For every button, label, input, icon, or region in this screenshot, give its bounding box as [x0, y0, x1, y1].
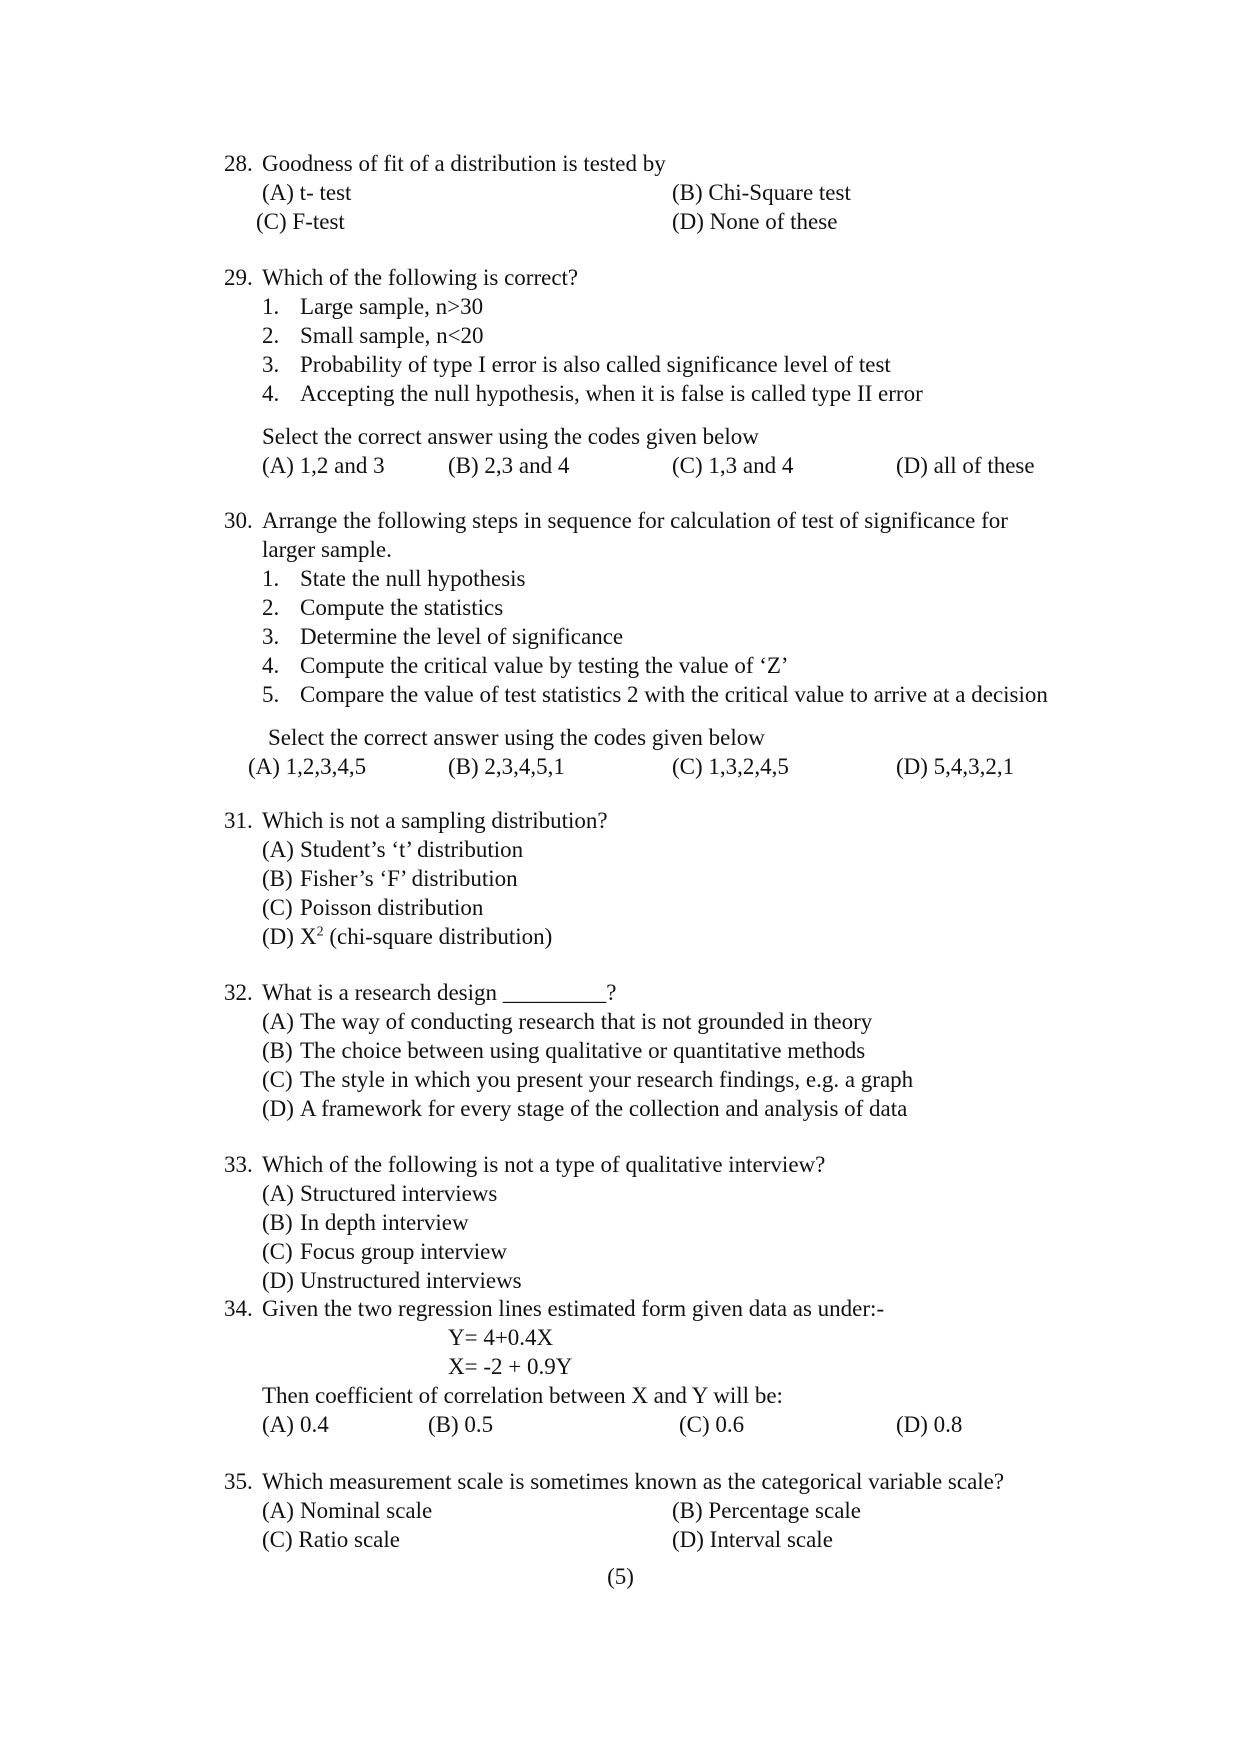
question-stem-continued: larger sample.: [262, 537, 392, 562]
option-a: (A) 1,2,3,4,5: [248, 754, 367, 779]
question-stem: Goodness of fit of a distribution is tested by: [262, 151, 666, 176]
option-label: (B): [262, 866, 293, 891]
instruction: Select the correct answer using the codes given below: [268, 725, 765, 750]
question-35: [224, 1467, 1124, 1554]
item-text: Large sample, n>30: [300, 294, 484, 319]
item-text: Accepting the null hypothesis, when it is false is called type II error: [300, 381, 923, 406]
question-stem: Given the two regression lines estimated form given data as under:-: [262, 1296, 885, 1321]
item-number: 4.: [262, 381, 280, 406]
list-item: [224, 680, 1124, 709]
list-item: [224, 379, 1124, 408]
option-b: (B) 0.5: [428, 1412, 494, 1437]
list-item: [224, 321, 1124, 350]
item-text: Small sample, n<20: [300, 323, 484, 348]
item-number: 5.: [262, 682, 280, 707]
option-b: (B) Percentage scale: [672, 1498, 862, 1523]
option-c: [224, 893, 1124, 922]
list-item: [224, 350, 1124, 379]
option-c: (C) 0.6: [679, 1412, 745, 1437]
question-stem: Arrange the following steps in sequence for calculation of test of significance for: [262, 508, 1008, 533]
item-text: Probability of type I error is also called significance level of test: [300, 352, 891, 377]
option-a: (A) 1,2 and 3: [262, 453, 385, 478]
option-d: (D) None of these: [672, 209, 838, 234]
question-30: [224, 506, 1124, 781]
question-28: [224, 149, 1124, 236]
option-d: (D) all of these: [896, 453, 1035, 478]
option-b: (B) 2,3,4,5,1: [448, 754, 565, 779]
option-a: [262, 1496, 432, 1525]
option-text: The way of conducting research that is not grounded in theory: [300, 1009, 873, 1034]
option-text: The choice between using qualitative or quantitative methods: [300, 1038, 866, 1063]
option-d: [224, 1094, 1124, 1123]
item-number: 1.: [262, 294, 280, 319]
option-d: (D) 5,4,3,2,1: [896, 754, 1015, 779]
option-b: (B) Chi-Square test: [672, 180, 851, 205]
option-d: [224, 922, 1124, 951]
item-text: Compare the value of test statistics 2 with the critical value to arrive at a decision: [300, 682, 1048, 707]
page-number: (5): [607, 1564, 634, 1589]
option-a: [224, 835, 1124, 864]
item-text: Compute the statistics: [300, 595, 504, 620]
list-item: [224, 651, 1124, 680]
list-item: [224, 564, 1124, 593]
option-text: Unstructured interviews: [300, 1268, 522, 1293]
option-b: (B) 2,3 and 4: [448, 453, 570, 478]
question-number: 35.: [224, 1469, 253, 1494]
list-item: [224, 292, 1124, 321]
item-number: 4.: [262, 653, 280, 678]
question-stem: Which of the following is correct?: [262, 265, 579, 290]
question-stem: Which is not a sampling distribution?: [262, 808, 608, 833]
item-number: 3.: [262, 624, 280, 649]
question-32: [224, 978, 1124, 1123]
option-text: Focus group interview: [300, 1239, 507, 1264]
option-d: (D) Interval scale: [672, 1527, 833, 1552]
option-c: [224, 1065, 1124, 1094]
instruction: Select the correct answer using the codes given below: [262, 424, 759, 449]
option-c: (C) 1,3,2,4,5: [672, 754, 789, 779]
option-label: (D): [262, 1268, 294, 1293]
question-number: 33.: [224, 1152, 253, 1177]
option-a: [224, 1007, 1124, 1036]
question-stem: What is a research design _________?: [262, 980, 617, 1005]
option-label: (C): [262, 1067, 293, 1092]
item-text: Compute the critical value by testing the value of ‘Z’: [300, 653, 789, 678]
option-b: [224, 864, 1124, 893]
option-c: [224, 1237, 1124, 1266]
option-text: Fisher’s ‘F’ distribution: [300, 866, 518, 891]
option-label: (A): [262, 1498, 294, 1523]
question-number: 30.: [224, 508, 253, 533]
option-label: (D): [262, 1096, 294, 1121]
question-31: [224, 806, 1124, 951]
option-a: (A) t- test: [262, 180, 352, 205]
question-33: [224, 1150, 1124, 1295]
option-c: (C) 1,3 and 4: [672, 453, 794, 478]
question-number: 28.: [224, 151, 253, 176]
item-text: State the null hypothesis: [300, 566, 526, 591]
option-label: (B): [262, 1038, 293, 1063]
option-text: (chi-square distribution): [323, 924, 553, 949]
option-c: (C) Ratio scale: [262, 1527, 400, 1552]
item-text: Determine the level of significance: [300, 624, 624, 649]
superscript: 2: [316, 924, 324, 940]
option-a-label: (A): [262, 1412, 294, 1437]
option-text: X: [300, 924, 317, 949]
item-number: 3.: [262, 352, 280, 377]
question-number: 34.: [224, 1296, 253, 1321]
question-34: [224, 1294, 1124, 1439]
question-stem: Which measurement scale is sometimes known as the categorical variable scale?: [262, 1469, 1005, 1494]
option-text: In depth interview: [300, 1210, 469, 1235]
option-text: The style in which you present your research findings, e.g. a graph: [300, 1067, 914, 1092]
question-number: 31.: [224, 808, 253, 833]
instruction: Then coefficient of correlation between X and Y will be:: [262, 1383, 783, 1408]
option-label: (A): [262, 1009, 294, 1034]
question-number: 29.: [224, 265, 253, 290]
question-29: [224, 263, 1124, 480]
equation-2: X= -2 + 0.9Y: [448, 1354, 573, 1379]
option-a-value: 0.4: [300, 1412, 329, 1437]
option-a: [224, 1179, 1124, 1208]
question-stem: Which of the following is not a type of qualitative interview?: [262, 1152, 826, 1177]
option-label: (A): [262, 1181, 294, 1206]
item-number: 1.: [262, 566, 280, 591]
option-c: (C) F-test: [256, 209, 345, 234]
option-text: A framework for every stage of the collection and analysis of data: [300, 1096, 908, 1121]
option-d: [224, 1266, 1124, 1295]
list-item: [224, 593, 1124, 622]
question-number: 32.: [224, 980, 253, 1005]
option-text: Poisson distribution: [300, 895, 484, 920]
option-b: [224, 1036, 1124, 1065]
list-item: [224, 622, 1124, 651]
option-label: (C): [262, 895, 293, 920]
option-label: (D): [262, 924, 294, 949]
option-label: (B): [262, 1210, 293, 1235]
option-b: [224, 1208, 1124, 1237]
item-number: 2.: [262, 323, 280, 348]
option-text: Student’s ‘t’ distribution: [300, 837, 524, 862]
option-text: Nominal scale: [300, 1498, 433, 1523]
item-number: 2.: [262, 595, 280, 620]
option-text: Structured interviews: [300, 1181, 498, 1206]
option-d: (D) 0.8: [896, 1412, 963, 1437]
option-label: (C): [262, 1239, 293, 1264]
option-label: (A): [262, 837, 294, 862]
equation-1: Y= 4+0.4X: [448, 1325, 554, 1350]
